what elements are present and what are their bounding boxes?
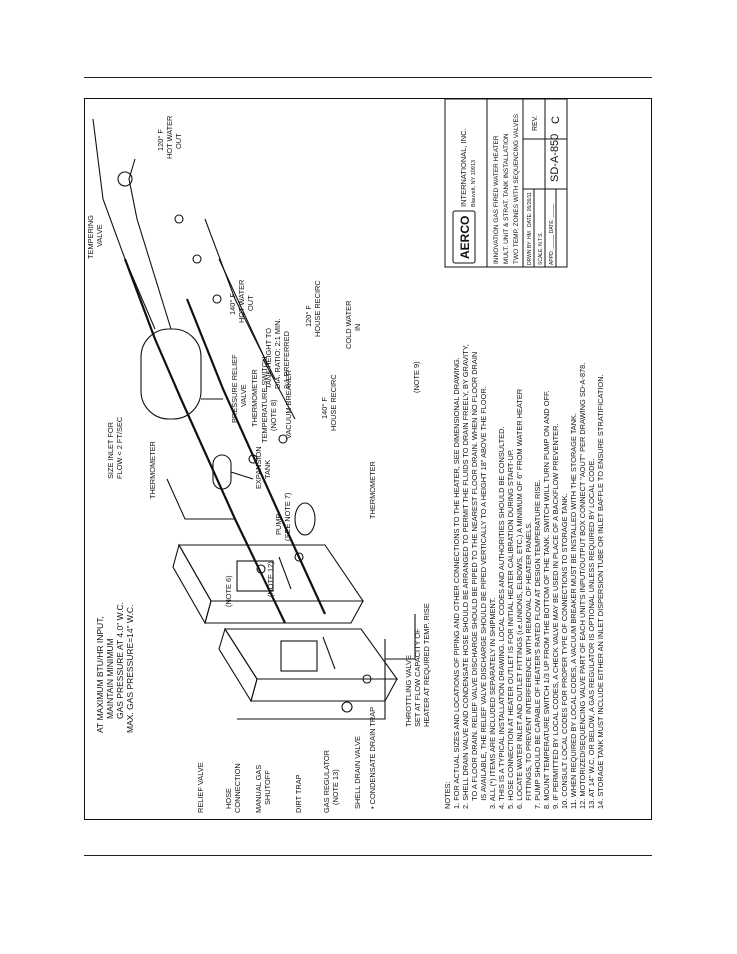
notes-block (443, 344, 605, 809)
hot-water-120-label: HOT WATER (165, 115, 174, 159)
tempering-valve-label: TEMPERING (86, 215, 95, 259)
thermometer-top-label: THERMOMETER (148, 441, 157, 499)
cold-water-label: COLD WATER (344, 300, 353, 349)
installation-drawing (85, 99, 651, 819)
dirt-trap-label: DIRT TRAP (294, 774, 303, 813)
note-line: 9. IF PERMITTED BY LOCAL CODES, A CHECK VALVE MAY BE USED IN PLACE OF A BACKFLOW PREVENTER. (551, 423, 560, 809)
tempering-valve-symbol (118, 172, 132, 186)
title-line: TWO TEMP. ZONES WITH SEQUENCING VALVES (513, 113, 520, 264)
house-recirc-120-label: HOUSE RECIRC (313, 280, 322, 337)
house-recirc-140-label: 140° F (320, 397, 329, 419)
drawn-date: DATE: 05/26/11 (527, 192, 533, 227)
drawing-number: SD-A-850 (549, 133, 561, 182)
notes-heading: NOTES: (443, 781, 452, 809)
tempering-pipe (129, 159, 171, 329)
pump-label: (SEE NOTE 7) (283, 492, 292, 541)
tank-height-label: TANK HEIGHT TO (264, 327, 273, 389)
rev-label: REV. (532, 115, 539, 131)
rev-letter: C (550, 116, 562, 124)
note-line: 4. THIS IS A TYPICAL INSTALLATION DRAWING. LOCAL CODES AND AUTHORITIES SHOULD BE CONSULTED. (497, 426, 506, 809)
note-line: 6. LOCATE WATER INLET AND OUTLET FITTINGS (i.e.UNIONS, ELBOWS, ETC.) A MINIMUM OF 6" FROM WATER HEATER (515, 388, 524, 809)
tank-height-label: 3:1 PREFERRED (282, 331, 291, 389)
bottom-rule (84, 855, 652, 856)
scale: SCALE: N.T.S. (538, 232, 544, 265)
pressure-relief-label: VALVE (239, 384, 248, 407)
expansion-tank-label: TANK (263, 459, 272, 479)
note-line: 14. STORAGE TANK MUST INCLUDE EITHER AN INLET DISPERSION TUBE OR INLET BAFFLE TO ENSURE STRATIFICATION. (596, 374, 605, 809)
hot-water-120-label: 120° F (156, 129, 165, 151)
note12-label: (NOTE 12) (266, 561, 275, 597)
rotated-drawing (86, 99, 605, 813)
gas-regulator-symbol (342, 702, 352, 712)
thermometer-label: THERMOMETER (368, 461, 377, 519)
tempering-valve-label: VALVE (95, 224, 104, 247)
top-rule (84, 77, 652, 78)
house-recirc-120-label: 120° F (304, 305, 313, 327)
note-line: FITTINGS, TO PREVENT INTERFERENCE WITH REMOVAL OF HEATER PANELS. (524, 521, 533, 809)
note-line: IS AVAILABLE, THE RELIEF VALVE DISCHARGE SHOULD BE PIPED VERTICALLY TO A HEIGHT 18" ABOVE THE FLOOR. (479, 386, 488, 809)
note-line: 3. ALL (*) ITEMS ARE INCLUDED SEPARATELY IN SHIPMENT. (488, 597, 497, 809)
manual-gas-label: MANUAL GAS (254, 764, 263, 813)
storage-tank (141, 329, 223, 419)
hot-water-120-pipe (93, 119, 155, 329)
note-line: 8. MOUNT TEMPERATURE SWITCH 1/3 UP FROM THE BOTTOM OF THE TANK. SWITCH WILL TURN PUMP ON AND OFF. (542, 390, 551, 809)
cold-water-label: IN (353, 323, 362, 331)
pump-symbol (295, 503, 315, 535)
note-line: 12. MOTORIZED/SEQUENCING VALVE PART OF EACH UNIT'S INPUT/OUTPUT BOX CONNECT "AOUT" PER DRAWING SD-A-878. (578, 362, 587, 809)
pump-label: PUMP (274, 513, 283, 535)
vacuum-breaker-label: VACUUM BREAKER (284, 370, 293, 439)
hot-water-140-label: HOT WATER (237, 279, 246, 323)
hot-water-120-label: OUT (174, 133, 183, 149)
size-inlet-label: SIZE INLET FOR (106, 422, 115, 479)
drawing-sheet (84, 98, 652, 820)
gas-pressure-note: MAX. GAS PRESSURE=14" W.C. (125, 604, 135, 733)
tank-thermometer-label: THERMOMETER (250, 369, 259, 427)
temperature-switch-label: TEMPERATURE SWITCH (260, 356, 269, 443)
condensate-trap-label: • CONDENSATE DRAIN TRAP (368, 706, 377, 809)
tank-height-label: DIA. RATIO: 2:1 MIN. (273, 318, 282, 389)
size-inlet-label: FLOW < 2 FT/SEC (115, 416, 124, 479)
pressure-relief-label: PRESSURE RELIEF (230, 354, 239, 423)
drawn-by: DRWN BY: HM (527, 231, 533, 265)
hot-water-140-label: 140° F (228, 293, 237, 315)
water-heater-1 (219, 629, 397, 701)
company-name: INTERNATIONAL, INC. (459, 128, 468, 207)
gas-pressure-note: AT MAXIMUM BTU/HR INPUT, (95, 616, 105, 733)
gas-regulator-label: (NOTE 13) (331, 769, 340, 805)
note6-label: (NOTE 6) (224, 575, 233, 607)
throttling-valve-label: THROTTLING VALVE (404, 655, 413, 727)
house-recirc-140-label: HOUSE RECIRC (329, 374, 338, 431)
gas-regulator-label: GAS REGULATOR (322, 750, 331, 813)
note-line: TO A FLOOR DRAIN. RELIEF VALVE DISCHARGE SHOULD BE PIPED TO THE NEAREST FLOOR DRAIN. WHEN NO FLOOR DRAIN (470, 351, 479, 809)
gas-pressure-note: GAS PRESSURE AT 4.0" W.C. (115, 601, 125, 719)
gas-pressure-note: MAINTAIN MINIMUM (105, 638, 115, 719)
note-line: 11. WHEN REQUIRED BY LOCAL CODES, A VACUUM BREAKER MUST BE INSTALLED WITH THE STORAGE TANK. (569, 412, 578, 809)
relief-valve-label: RELIEF VALVE (196, 762, 205, 813)
throttling-valve-label: HEATER AT REQUIRED TEMP. RISE (422, 603, 431, 727)
expansion-tank-label: EXPANSION (254, 446, 263, 489)
hose-connection-label: CONNECTION (233, 763, 242, 813)
note-line: 13. AT 14" W.C. OR BELOW, A GAS REGULATOR IS OPTIONAL UNLESS REQUIRED BY LOCAL CODE. (587, 458, 596, 809)
title-line: INNOVATION GAS FIRED WATER HEATER (493, 135, 500, 264)
drain-pipe (385, 614, 415, 659)
hot-water-140-label: OUT (246, 295, 255, 311)
temperature-switch-label: (NOTE 8) (269, 399, 278, 431)
manual-gas-label: SHUTOFF (263, 770, 272, 805)
note-line: 1. FOR ACTUAL SIZES AND LOCATIONS OF PIPING AND OTHER CONNECTIONS TO THE HEATER, SEE DIMENSIONAL DRAWING. (452, 357, 461, 809)
note-line: 5. HOSE CONNECTION AT HEATER OUTLET IS FOR INITIAL HEATER CALIBRATION DURING START-UP. (506, 449, 515, 809)
note-line: 10. CONSULT LOCAL CODES FOR PROPER TYPE OF CONNECTIONS TO STORAGE TANK. (560, 493, 569, 809)
company-address: Blauvelt, NY 10913 (471, 160, 477, 207)
note9-label: (NOTE 9) (412, 361, 421, 393)
shell-drain-label: SHELL DRAIN VALVE (353, 736, 362, 809)
throttling-valve-label: SET AT FLOW CAPACITY OF (413, 628, 422, 727)
hose-connection-label: HOSE (224, 788, 233, 809)
title-line: MULT. UNIT & STRAT. TANK INSTALLATION (503, 133, 510, 264)
note-line: 7. PUMP SHOULD BE CAPABLE OF HEATER'S RATED FLOW AT DESIGN TEMPERATURE RISE. (533, 479, 542, 809)
note-line: 2. SHELL DRAIN VALVE AND CONDENSATE HOSE SHOULD BE ARRANGED TO PERMIT THE FLUIDS TO DRAIN FREELY, BY GRAVITY, (461, 344, 470, 809)
logo-text: AERCO (458, 215, 472, 259)
approved: APPD: _____ DATE: _____ (549, 203, 555, 265)
